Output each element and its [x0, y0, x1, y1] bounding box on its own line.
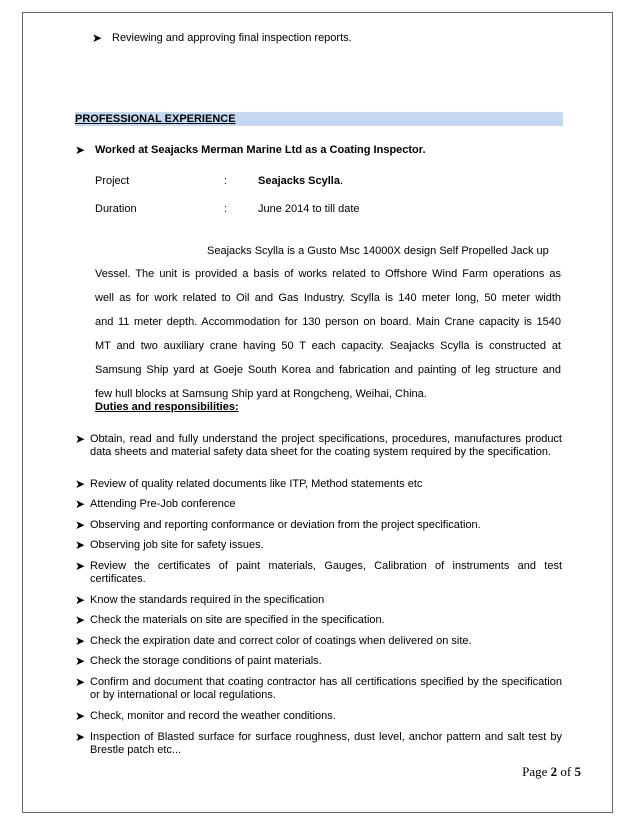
project-suffix: . [339, 175, 344, 187]
bullet-arrow-icon: ➤ [75, 477, 86, 491]
top-bullet-text: Reviewing and approving final inspection reports. [112, 32, 352, 44]
duration-separator: : [224, 203, 228, 215]
duty-item: Obtain, read and fully understand the project specifications, procedures, manufactures product data sheets and material safety data sheet for the coating system required by the specification. [90, 433, 562, 458]
project-value: Seajacks Scylla [258, 175, 340, 187]
bullet-arrow-icon: ➤ [75, 730, 86, 744]
description-line: Samsung Ship yard at Goeje South Korea and fabrication and painting of leg structure and [95, 364, 561, 376]
bullet-arrow-icon: ➤ [75, 559, 86, 573]
bullet-arrow-icon: ➤ [75, 675, 86, 689]
bullet-arrow-icon: ➤ [75, 518, 86, 532]
project-value-line [258, 175, 343, 188]
page-prefix: Page [522, 764, 548, 779]
page-number [522, 764, 581, 780]
description-line: few hull blocks at Samsung Ship yard at Rongcheng, Weihai, China. [95, 388, 427, 400]
description-line: well as for work related to Oil and Gas Industry. Scylla is 140 meter long, 50 meter width [95, 292, 561, 304]
description-line: and 11 meter depth. Accommodation for 130 person on board. Main Crane capacity is 1540 [95, 316, 561, 328]
bullet-arrow-icon: ➤ [75, 613, 86, 627]
duties-heading: Duties and responsibilities: [95, 401, 239, 413]
duty-item: Review the certificates of paint materials, Gauges, Calibration of instruments and test certificates. [90, 560, 562, 585]
duration-label: Duration [95, 203, 137, 215]
duty-item: Know the standards required in the specification [90, 594, 325, 606]
duty-item: Check the expiration date and correct color of coatings when delivered on site. [90, 635, 472, 647]
duty-item: Review of quality related documents like ITP, Method statements etc [90, 478, 423, 490]
duty-item: Check the materials on site are specified in the specification. [90, 614, 385, 626]
project-label: Project [95, 175, 130, 187]
description-line: Vessel. The unit is provided a basis of works related to Offshore Wind Farm operations as [95, 268, 561, 280]
duty-item: Observing and reporting conformance or deviation from the project specification. [90, 519, 481, 531]
duty-item: Observing job site for safety issues. [90, 539, 264, 551]
description-line: MT and two auxiliary crane having 50 T each capacity. Seajacks Scylla is constructed at [95, 340, 561, 352]
section-heading: PROFESSIONAL EXPERIENCE [75, 112, 563, 126]
duty-item: Check the storage conditions of paint materials. [90, 655, 322, 667]
duty-item: Check, monitor and record the weather conditions. [90, 710, 336, 722]
bullet-arrow-icon: ➤ [75, 709, 86, 723]
duty-item: Attending Pre-Job conference [90, 498, 236, 510]
duty-item: Inspection of Blasted surface for surface roughness, dust level, anchor pattern and salt test by Brestle patch etc... [90, 731, 562, 756]
project-separator: : [224, 175, 228, 187]
duration-value: June 2014 to till date [258, 203, 360, 215]
bullet-arrow-icon: ➤ [75, 654, 86, 668]
page-current: 2 [550, 764, 558, 779]
bullet-arrow-icon: ➤ [75, 497, 86, 511]
description-line: Seajacks Scylla is a Gusto Msc 14000X design Self Propelled Jack up [207, 245, 549, 257]
bullet-arrow-icon: ➤ [92, 31, 103, 45]
bullet-arrow-icon: ➤ [75, 538, 86, 552]
bullet-arrow-icon: ➤ [75, 432, 86, 446]
page-of: of [560, 764, 572, 779]
bullet-arrow-icon: ➤ [75, 634, 86, 648]
page-total: 5 [574, 764, 581, 779]
job-title: Worked at Seajacks Merman Marine Ltd as a Coating Inspector. [95, 144, 426, 156]
bullet-arrow-icon: ➤ [75, 593, 86, 607]
duty-item: Confirm and document that coating contractor has all certifications specified by the specification or by international or local regulations. [90, 676, 562, 701]
bullet-arrow-icon: ➤ [75, 143, 86, 157]
